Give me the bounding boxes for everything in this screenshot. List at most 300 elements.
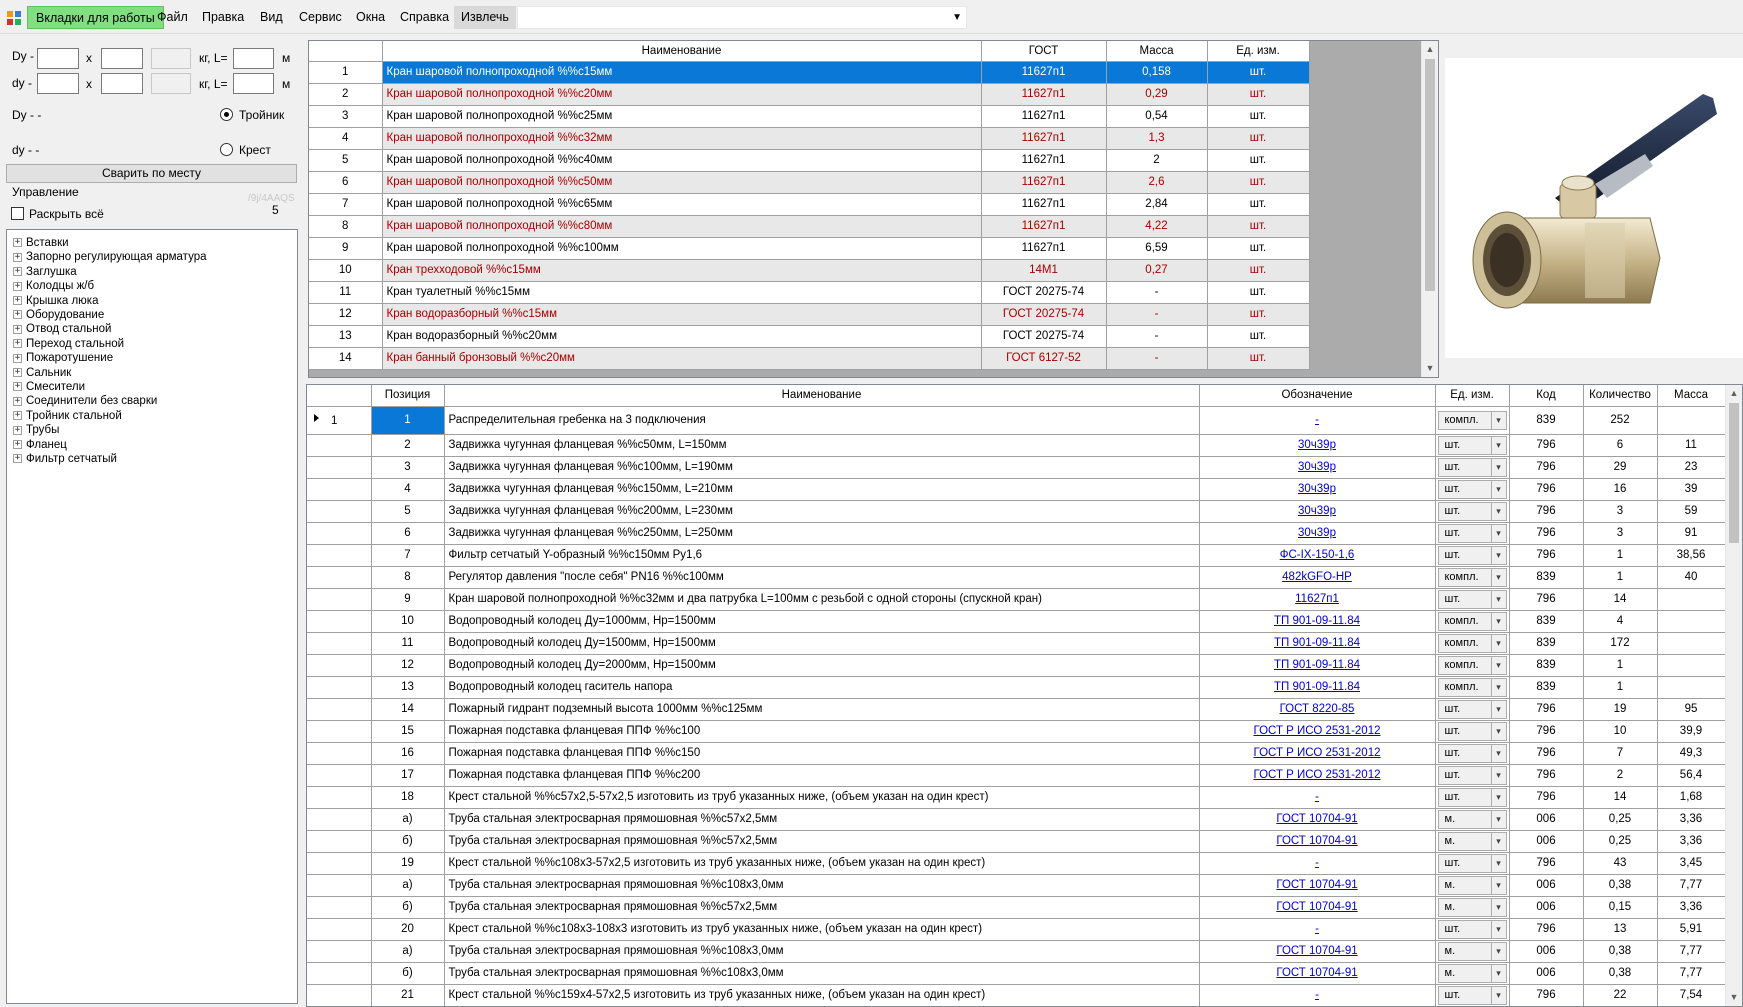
spec-cell-quantity[interactable]: 19 [1583,698,1657,720]
spec-row[interactable] [307,610,1725,632]
spec-cell-code[interactable]: 006 [1509,874,1583,896]
spec-cell-code[interactable]: 796 [1509,544,1583,566]
spec-scroll-thumb[interactable] [1729,403,1739,543]
catalog-scroll-thumb[interactable] [1425,59,1435,291]
catalog-cell-gost[interactable]: 11627п1 [981,61,1106,83]
spec-cell-code[interactable]: 796 [1509,764,1583,786]
spec-cell-code[interactable]: 839 [1509,654,1583,676]
spec-cell-position[interactable]: 2 [371,434,444,456]
scroll-up-icon[interactable]: ▲ [1425,44,1435,54]
designation-link[interactable]: - [1315,791,1319,803]
spec-row[interactable] [307,406,1725,434]
spec-cell-unit[interactable] [1435,786,1509,808]
unit-dropdown[interactable] [1438,744,1507,763]
unit-dropdown[interactable] [1438,590,1507,609]
plus-icon[interactable]: + [14,395,21,406]
unit-dropdown[interactable] [1438,964,1507,983]
spec-row[interactable] [307,456,1725,478]
menu-edit[interactable]: Правка [202,10,245,24]
spec-cell-position[interactable]: 18 [371,786,444,808]
catalog-cell-name[interactable]: Кран шаровой полнопроходной %%с15мм [382,61,981,83]
spec-cell-name[interactable]: Регулятор давления "после себя" PN16 %%с100мм [444,566,1199,588]
plus-icon[interactable]: + [14,424,21,435]
tree-node-label[interactable]: Оборудование [26,309,105,321]
spec-cell-mass[interactable]: 3,36 [1657,896,1725,918]
unit-dropdown[interactable] [1438,876,1507,895]
spec-cell-mass[interactable]: 56,4 [1657,764,1725,786]
spec-cell-mass[interactable]: 59 [1657,500,1725,522]
plus-icon[interactable]: + [14,338,21,349]
spec-cell-mass[interactable]: 7,77 [1657,874,1725,896]
catalog-cell-gost[interactable]: 11627п1 [981,237,1106,259]
catalog-cell-gost[interactable]: ГОСТ 20275-74 [981,281,1106,303]
chevron-down-icon[interactable]: ▾ [1491,855,1506,872]
spec-cell-name[interactable]: Водопроводный колодец Ду=1000мм, Нр=1500мм [444,610,1199,632]
catalog-cell-unit[interactable]: шт. [1207,127,1309,149]
spec-cell-designation[interactable] [1199,522,1435,544]
catalog-cell-name[interactable]: Кран банный бронзовый %%с20мм [382,347,981,369]
spec-cell-code[interactable]: 006 [1509,830,1583,852]
spec-cell-position[interactable]: 8 [371,566,444,588]
spec-cell-position[interactable]: 21 [371,984,444,1006]
unit-dropdown[interactable] [1438,810,1507,829]
spec-cell-name[interactable]: Водопроводный колодец гаситель напора [444,676,1199,698]
spec-cell-designation[interactable] [1199,456,1435,478]
catalog-cell-gost[interactable]: 11627п1 [981,127,1106,149]
dy-wall-input[interactable] [101,73,143,94]
catalog-cell-mass[interactable]: - [1106,281,1207,303]
spec-cell-designation[interactable] [1199,632,1435,654]
catalog-cell-gost[interactable]: 11627п1 [981,105,1106,127]
spec-cell-quantity[interactable]: 0,25 [1583,830,1657,852]
unit-dropdown[interactable] [1438,766,1507,785]
spec-cell-position[interactable]: 14 [371,698,444,720]
spec-cell-code[interactable]: 006 [1509,940,1583,962]
spec-cell-mass[interactable]: 40 [1657,566,1725,588]
spec-cell-designation[interactable] [1199,874,1435,896]
designation-link[interactable]: - [1315,923,1319,935]
spec-cell-designation[interactable] [1199,984,1435,1006]
designation-link[interactable]: ГОСТ 10704-91 [1276,879,1358,891]
catalog-cell-name[interactable]: Кран шаровой полнопроходной %%с25мм [382,105,981,127]
spec-cell-unit[interactable] [1435,764,1509,786]
spec-cell-unit[interactable] [1435,984,1509,1006]
spec-cell-code[interactable]: 796 [1509,478,1583,500]
spec-cell-mass[interactable]: 38,56 [1657,544,1725,566]
catalog-cell-gost[interactable]: 11627п1 [981,193,1106,215]
spec-row[interactable] [307,500,1725,522]
spec-cell-quantity[interactable]: 22 [1583,984,1657,1006]
scroll-up-icon[interactable]: ▲ [1729,388,1739,398]
spec-cell-unit[interactable] [1435,918,1509,940]
chevron-down-icon[interactable]: ▾ [1491,767,1506,784]
spec-header-position[interactable]: Позиция [371,385,444,406]
spec-cell-unit[interactable] [1435,632,1509,654]
catalog-cell-mass[interactable]: 2 [1106,149,1207,171]
spec-cell-position[interactable]: 13 [371,676,444,698]
spec-cell-designation[interactable] [1199,654,1435,676]
spec-header-unit[interactable]: Ед. изм. [1435,385,1509,406]
spec-cell-quantity[interactable]: 172 [1583,632,1657,654]
plus-icon[interactable]: + [14,381,21,392]
spec-cell-unit[interactable] [1435,720,1509,742]
plus-icon[interactable]: + [14,352,21,363]
designation-link[interactable]: ГОСТ Р ИСО 2531-2012 [1253,725,1381,737]
spec-cell-position[interactable]: 20 [371,918,444,940]
catalog-header-mass[interactable]: Масса [1106,41,1207,61]
chevron-down-icon[interactable]: ▾ [1491,503,1506,520]
unit-dropdown[interactable] [1438,986,1507,1005]
catalog-cell-name[interactable]: Кран трехходовой %%с15мм [382,259,981,281]
spec-cell-mass[interactable]: 7,54 [1657,984,1725,1006]
spec-cell-quantity[interactable]: 3 [1583,500,1657,522]
tree-node-label[interactable]: Пожаротушение [26,352,114,365]
spec-cell-position[interactable]: 1 [371,406,444,434]
chevron-down-icon[interactable]: ▾ [1491,877,1506,894]
spec-cell-position[interactable]: б) [371,830,444,852]
spec-cell-position[interactable]: 11 [371,632,444,654]
catalog-cell-gost[interactable]: ГОСТ 6127-52 [981,347,1106,369]
plus-icon[interactable]: + [14,237,21,248]
tree-node-label[interactable]: Сальник [26,366,72,379]
catalog-cell-unit[interactable]: шт. [1207,193,1309,215]
spec-cell-designation[interactable] [1199,500,1435,522]
spec-cell-quantity[interactable]: 14 [1583,588,1657,610]
spec-row[interactable] [307,940,1725,962]
tree-node-label[interactable]: Переход стальной [26,337,125,350]
spec-cell-quantity[interactable]: 1 [1583,566,1657,588]
designation-link[interactable]: ТП 901-09-11.84 [1273,659,1361,671]
catalog-cell-name[interactable]: Кран шаровой полнопроходной %%с32мм [382,127,981,149]
chevron-down-icon[interactable]: ▾ [1491,679,1506,696]
plus-icon[interactable]: + [14,410,21,421]
tee-radio[interactable] [220,108,233,121]
chevron-down-icon[interactable]: ▾ [1491,811,1506,828]
catalog-row[interactable] [309,237,1309,259]
catalog-row[interactable] [309,127,1309,149]
chevron-down-icon[interactable]: ▾ [1491,943,1506,960]
chevron-down-icon[interactable]: ▾ [1491,481,1506,498]
spec-cell-designation[interactable] [1199,406,1435,434]
catalog-row[interactable] [309,61,1309,83]
spec-cell-mass[interactable]: 49,3 [1657,742,1725,764]
spec-row[interactable] [307,984,1725,1006]
chevron-down-icon[interactable]: ▾ [1491,569,1506,586]
catalog-cell-mass[interactable]: 0,158 [1106,61,1207,83]
catalog-cell-unit[interactable]: шт. [1207,325,1309,347]
spec-cell-code[interactable]: 839 [1509,566,1583,588]
designation-link[interactable]: ТП 901-09-11.84 [1273,637,1361,649]
spec-cell-name[interactable]: Труба стальная электросварная прямошовная %%с57х2,5мм [444,896,1199,918]
chevron-down-icon[interactable]: ▾ [1491,591,1506,608]
spec-cell-unit[interactable] [1435,852,1509,874]
chevron-down-icon[interactable]: ▾ [1491,525,1506,542]
spec-cell-quantity[interactable]: 3 [1583,522,1657,544]
menu-extract[interactable]: Извлечь [454,6,516,29]
spec-cell-code[interactable]: 839 [1509,676,1583,698]
Dy-length-input[interactable] [233,48,274,69]
spec-cell-mass[interactable]: 3,36 [1657,808,1725,830]
chevron-down-icon[interactable]: ▾ [1491,657,1506,674]
catalog-cell-name[interactable]: Кран водоразборный %%с20мм [382,325,981,347]
chevron-down-icon[interactable]: ▾ [1491,547,1506,564]
spec-cell-mass[interactable]: 95 [1657,698,1725,720]
chevron-down-icon[interactable]: ▾ [1491,437,1506,454]
Dy-wall-input[interactable] [101,48,143,69]
chevron-down-icon[interactable]: ▾ [1491,965,1506,982]
catalog-cell-mass[interactable]: 0,54 [1106,105,1207,127]
designation-link[interactable]: ГОСТ 10704-91 [1276,967,1358,979]
spec-row[interactable] [307,742,1725,764]
spec-cell-mass[interactable] [1657,654,1725,676]
spec-cell-position[interactable]: 7 [371,544,444,566]
catalog-cell-mass[interactable]: 0,27 [1106,259,1207,281]
spec-row[interactable] [307,676,1725,698]
spec-row[interactable] [307,588,1725,610]
cross-radio[interactable] [220,143,233,156]
spec-cell-designation[interactable] [1199,742,1435,764]
spec-cell-quantity[interactable]: 29 [1583,456,1657,478]
spec-cell-mass[interactable]: 3,36 [1657,830,1725,852]
menu-view[interactable]: Вид [260,10,283,24]
tree-node[interactable] [13,451,117,467]
designation-link[interactable]: 482kGFO-HP [1282,571,1352,583]
spec-cell-position[interactable]: 17 [371,764,444,786]
chevron-down-icon[interactable]: ▾ [1491,412,1506,429]
spec-row[interactable] [307,896,1725,918]
spec-cell-mass[interactable] [1657,610,1725,632]
weld-in-place-button[interactable]: Сварить по месту [6,164,297,183]
tree-node-label[interactable]: Фланец [26,438,67,451]
spec-cell-name[interactable]: Пожарная подставка фланцевая ППФ %%с200 [444,764,1199,786]
spec-cell-unit[interactable] [1435,522,1509,544]
menu-windows[interactable]: Окна [356,10,386,24]
spec-cell-name[interactable]: Водопроводный колодец Ду=1500мм, Нр=1500мм [444,632,1199,654]
plus-icon[interactable]: + [14,439,21,450]
scroll-down-icon[interactable]: ▼ [1425,363,1435,373]
spec-row[interactable] [307,566,1725,588]
catalog-cell-mass[interactable]: 6,59 [1106,237,1207,259]
catalog-cell-name[interactable]: Кран шаровой полнопроходной %%с20мм [382,83,981,105]
catalog-cell-name[interactable]: Кран водоразборный %%с15мм [382,303,981,325]
catalog-row[interactable] [309,259,1309,281]
spec-cell-code[interactable]: 796 [1509,456,1583,478]
spec-cell-designation[interactable] [1199,676,1435,698]
spec-cell-position[interactable]: б) [371,962,444,984]
spec-cell-unit[interactable] [1435,456,1509,478]
chevron-down-icon[interactable]: ▾ [1491,701,1506,718]
spec-cell-unit[interactable] [1435,654,1509,676]
spec-row[interactable] [307,830,1725,852]
spec-cell-code[interactable]: 796 [1509,522,1583,544]
spec-cell-quantity[interactable]: 2 [1583,764,1657,786]
spec-cell-name[interactable]: Крест стальной %%с108х3-57х2,5 изготовить из труб указанных ниже, (объем указан на один крест) [444,852,1199,874]
designation-link[interactable]: 30ч39р [1298,483,1336,495]
spec-cell-unit[interactable] [1435,676,1509,698]
spec-cell-name[interactable]: Пожарная подставка фланцевая ППФ %%с150 [444,742,1199,764]
catalog-row[interactable] [309,171,1309,193]
spec-cell-quantity[interactable]: 1 [1583,654,1657,676]
plus-icon[interactable]: + [14,367,21,378]
spec-cell-position[interactable]: 4 [371,478,444,500]
spec-cell-designation[interactable] [1199,610,1435,632]
chevron-down-icon[interactable]: ▾ [1491,459,1506,476]
spec-cell-code[interactable]: 796 [1509,742,1583,764]
catalog-cell-name[interactable]: Кран туалетный %%с15мм [382,281,981,303]
spec-cell-designation[interactable] [1199,588,1435,610]
catalog-cell-gost[interactable]: 11627п1 [981,149,1106,171]
spec-cell-designation[interactable] [1199,940,1435,962]
plus-icon[interactable]: + [14,280,21,291]
chevron-down-icon[interactable]: ▾ [1491,745,1506,762]
designation-link[interactable]: 30ч39р [1298,439,1336,451]
spec-cell-code[interactable]: 796 [1509,720,1583,742]
unit-dropdown[interactable] [1438,656,1507,675]
dy-outer-input[interactable] [37,73,79,94]
catalog-scrollbar[interactable] [1421,41,1438,377]
chevron-down-icon[interactable]: ▾ [1491,987,1506,1004]
plus-icon[interactable]: + [14,453,21,464]
designation-link[interactable]: ФС-IX-150-1,6 [1279,549,1355,561]
spec-cell-quantity[interactable]: 10 [1583,720,1657,742]
spec-scrollbar[interactable] [1725,385,1742,1006]
plus-icon[interactable]: + [14,309,21,320]
catalog-cell-mass[interactable]: - [1106,347,1207,369]
spec-cell-code[interactable]: 796 [1509,588,1583,610]
catalog-cell-unit[interactable]: шт. [1207,149,1309,171]
spec-row[interactable] [307,764,1725,786]
catalog-cell-unit[interactable]: шт. [1207,281,1309,303]
unit-dropdown[interactable] [1438,546,1507,565]
designation-link[interactable]: ГОСТ Р ИСО 2531-2012 [1253,747,1381,759]
spec-cell-code[interactable]: 796 [1509,698,1583,720]
menu-file[interactable]: Файл [157,10,188,24]
spec-cell-unit[interactable] [1435,742,1509,764]
spec-row[interactable] [307,786,1725,808]
spec-cell-unit[interactable] [1435,698,1509,720]
spec-cell-name[interactable]: Задвижка чугунная фланцевая %%с250мм, L=250мм [444,522,1199,544]
catalog-cell-unit[interactable]: шт. [1207,61,1309,83]
spec-cell-name[interactable]: Крест стальной %%с159х4-57х2,5 изготовить из труб указанных ниже, (объем указан на один крест) [444,984,1199,1006]
spec-cell-mass[interactable]: 1,68 [1657,786,1725,808]
spec-header-name[interactable]: Наименование [444,385,1199,406]
unit-dropdown[interactable] [1438,678,1507,697]
unit-dropdown[interactable] [1438,942,1507,961]
menu-tabs-for-work[interactable]: Вкладки для работы [27,6,164,29]
catalog-cell-mass[interactable]: 2,84 [1106,193,1207,215]
spec-cell-position[interactable]: 9 [371,588,444,610]
spec-cell-code[interactable]: 796 [1509,918,1583,940]
designation-link[interactable]: ГОСТ 8220-85 [1279,703,1355,715]
spec-cell-position[interactable]: 5 [371,500,444,522]
spec-cell-position[interactable]: а) [371,940,444,962]
spec-cell-code[interactable]: 839 [1509,610,1583,632]
spec-row[interactable] [307,478,1725,500]
spec-cell-designation[interactable] [1199,852,1435,874]
cross-radio-label[interactable]: Крест [239,143,271,157]
spec-cell-mass[interactable]: 91 [1657,522,1725,544]
spec-cell-mass[interactable]: 7,77 [1657,962,1725,984]
catalog-row[interactable] [309,83,1309,105]
unit-dropdown[interactable] [1438,480,1507,499]
designation-link[interactable]: 30ч39р [1298,505,1336,517]
spec-cell-designation[interactable] [1199,764,1435,786]
unit-dropdown[interactable] [1438,634,1507,653]
catalog-row[interactable] [309,215,1309,237]
spec-cell-position[interactable]: а) [371,808,444,830]
spec-cell-name[interactable]: Распределительная гребенка на 3 подключения [444,406,1199,434]
catalog-cell-name[interactable]: Кран шаровой полнопроходной %%с65мм [382,193,981,215]
spec-cell-code[interactable]: 796 [1509,786,1583,808]
plus-icon[interactable]: + [14,295,21,306]
spec-row[interactable] [307,918,1725,940]
spec-cell-code[interactable]: 006 [1509,808,1583,830]
spec-cell-position[interactable]: 10 [371,610,444,632]
spec-cell-quantity[interactable]: 43 [1583,852,1657,874]
designation-link[interactable]: - [1315,857,1319,869]
spec-row[interactable] [307,632,1725,654]
spec-cell-position[interactable]: 12 [371,654,444,676]
catalog-cell-mass[interactable]: 2,6 [1106,171,1207,193]
catalog-cell-unit[interactable]: шт. [1207,259,1309,281]
spec-cell-quantity[interactable]: 0,38 [1583,962,1657,984]
spec-cell-name[interactable]: Задвижка чугунная фланцевая %%с50мм, L=150мм [444,434,1199,456]
spec-row[interactable] [307,808,1725,830]
spec-cell-name[interactable]: Труба стальная электросварная прямошовная %%с57х2,5мм [444,808,1199,830]
spec-cell-unit[interactable] [1435,478,1509,500]
dy-length-input[interactable] [233,73,274,94]
spec-cell-quantity[interactable]: 0,38 [1583,940,1657,962]
chevron-down-icon[interactable]: ▾ [1491,789,1506,806]
spec-cell-unit[interactable] [1435,544,1509,566]
tree-node-label[interactable]: Колодцы ж/б [26,280,95,293]
designation-link[interactable]: ГОСТ 10704-91 [1276,901,1358,913]
catalog-header-gost[interactable]: ГОСТ [981,41,1106,61]
catalog-row[interactable] [309,105,1309,127]
tree-node-label[interactable]: Запорно регулирующая арматура [26,251,207,264]
catalog-cell-name[interactable]: Кран шаровой полнопроходной %%с40мм [382,149,981,171]
catalog-cell-name[interactable]: Кран шаровой полнопроходной %%с50мм [382,171,981,193]
spec-cell-code[interactable]: 839 [1509,632,1583,654]
spec-row[interactable] [307,434,1725,456]
spec-cell-code[interactable]: 796 [1509,434,1583,456]
spec-cell-designation[interactable] [1199,786,1435,808]
spec-header-mass[interactable]: Масса [1657,385,1725,406]
spec-cell-unit[interactable] [1435,406,1509,434]
unit-dropdown[interactable] [1438,436,1507,455]
spec-cell-code[interactable]: 796 [1509,852,1583,874]
catalog-cell-gost[interactable]: ГОСТ 20275-74 [981,325,1106,347]
menu-help[interactable]: Справка [400,10,450,24]
designation-link[interactable]: ГОСТ Р ИСО 2531-2012 [1253,769,1381,781]
spec-cell-designation[interactable] [1199,830,1435,852]
catalog-cell-unit[interactable]: шт. [1207,347,1309,369]
catalog-row[interactable] [309,149,1309,171]
spec-cell-position[interactable]: б) [371,896,444,918]
Dy-outer-input[interactable] [37,48,79,69]
spec-cell-quantity[interactable]: 1 [1583,676,1657,698]
catalog-cell-unit[interactable]: шт. [1207,237,1309,259]
catalog-cell-mass[interactable]: 0,29 [1106,83,1207,105]
unit-dropdown[interactable] [1438,502,1507,521]
spec-row[interactable] [307,874,1725,896]
chevron-down-icon[interactable]: ▾ [1491,921,1506,938]
spec-cell-designation[interactable] [1199,896,1435,918]
plus-icon[interactable]: + [14,251,21,262]
spec-row[interactable] [307,720,1725,742]
spec-cell-position[interactable]: 15 [371,720,444,742]
spec-cell-code[interactable]: 006 [1509,896,1583,918]
